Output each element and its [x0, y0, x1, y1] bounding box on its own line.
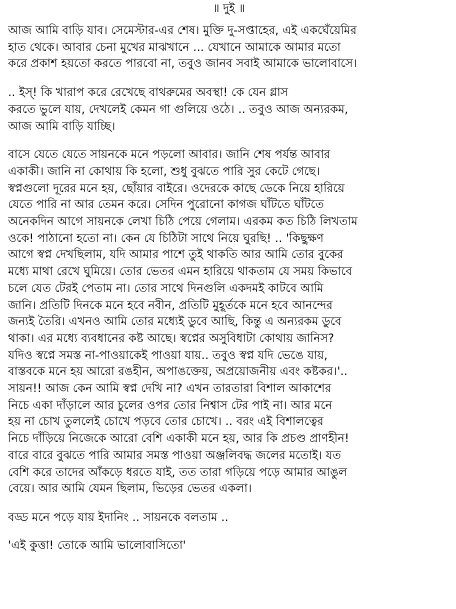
text-line: হাত থেকে। আবার চেনা মুখের মাঝখানে ... যেখানে আমাকে আমার মতো [8, 39, 341, 54]
text-line: যদিও স্বপ্নে সমস্ত না-পাওয়াকেই পাওয়া যায়.. তবুও স্বপ্ন যদি ভেঙে যায়, [8, 347, 328, 362]
text-line: সায়ন!! আজ কেন আমি স্বপ্ন দেখি না? এখন তারতারা বিশাল আকাশের [8, 381, 332, 396]
text-line: বেয়ে। আর আমি যেমন ছিলাম, ভিড়ের ভেতর একলা। [8, 481, 252, 496]
text-line: হয় না চোখ তুললেই চোখে পড়বে তোর চোখে। .. বরং এই বিশালত্বের [8, 414, 324, 429]
text-line: স্বপ্নগুলো দূরের মনে হয়, ছোঁয়ার বাইরে। ওদেরকে কাছে ডেকে নিয়ে হারিয়ে [8, 180, 345, 195]
text-line: বাসে যেতে যেতে সায়নকে মনে পড়লো আবার। জানি শেষ পর্যন্ত আবার [8, 147, 331, 162]
text-line: ওকে! পাঠানো হতো না। কেন যে চিঠিটা সাথে নিয়ে ঘুরছি! .. 'কিছুক্ষণ [8, 230, 324, 245]
text-line: একাকী। জানি না কোথায় কি হলো, শুধু বুঝতে পারি সুর কেটে গেছে। [8, 163, 320, 178]
text-line: আগে স্বপ্ন দেখছিলাম, যদি আমার পাশে তুই থাকতি আর আমি তোর বুকের [8, 247, 344, 262]
paragraph [8, 509, 450, 526]
text-line: 'এই কুত্তা! তোকে আমি ভালোবাসিতো' [8, 537, 186, 552]
text-line: আজ আমি বাড়ি যাব। সেমেস্টার-এর শেষ। মুক্তি দু-সপ্তাহের, এই একঘেঁয়েমির [8, 23, 357, 37]
text-line: নিচে একা দাঁড়ালে আর চুলের ওপর তোর নিশ্বাস টের পাই না। আর মনে [8, 397, 333, 412]
text-line: চলে যেত টেরই পেতাম না। তোর সাথে দিনগুলি একদমই কাটবে আমি [8, 280, 324, 295]
text-line: বেশি করে তাদের আঁকড়ে ধরতে যাই, তত তারা গড়িয়ে পড়ে আমার আঙুল [8, 464, 348, 479]
text-line: করতে ভুলে যায়, দেখলেই কেমন গা গুলিয়ে ওঠে। .. তবুও আজ অন্যরকম, [8, 101, 349, 116]
document-body [8, 22, 450, 553]
text-line: করে প্রকাশ হয়তো করতে পারবো না, তবুও জানব সবাই আমাকে ভালোবাসে। [8, 56, 358, 71]
text-line: থাকা। এর মধ্যে ব্যবধানের কষ্ট আছে। স্বপ্নের অসুবিধাটা কোথায় জানিস? [8, 330, 335, 345]
paragraph [8, 146, 450, 497]
text-line: নিচে দাঁড়িয়ে নিজেকে আরো বেশি একাকী মনে হয়, আর কি প্রচণ্ড প্রাণহীন! [8, 431, 350, 446]
paragraph [8, 22, 450, 72]
text-line: আজ আমি বাড়ি যাচ্ছি। [8, 118, 116, 133]
text-line: অনেকদিন আগে সায়নকে লেখা চিঠি পেয়ে গেলাম। এরকম কত চিঠি লিখতাম [8, 214, 358, 229]
paragraph [8, 84, 450, 134]
chapter-heading: ॥ দুই ॥ [212, 1, 246, 15]
text-line: যেতে পারি না আর তেমন করে। সেদিন পুরোনো কাগজ ঘাঁটতে ঘাঁটতে [8, 197, 324, 212]
paragraph [8, 537, 450, 554]
text-line: বড্ড মনে পড়ে যায় ইদানিং .. সায়নকে বলতাম .. [8, 509, 229, 524]
text-line: জন্যই তৈরি। এখনও আমি তোর মধ্যেই ডুবে আছি, কিন্তু এ অন্যরকম ডুবে [8, 314, 342, 329]
text-line: জানি। প্রতিটি দিনকে মনে হবে নবীন, প্রতিটি মুহূর্তকে মনে হবে আনন্দের [8, 297, 333, 312]
text-line: .. ইস্! কি খারাপ করে রেখেছে বাথরুমের অবস্থা! কে যেন গ্লাস [8, 85, 289, 100]
text-line: বারে বারে বুঝতে পারি আমার সমস্ত পাওয়া অঞ্জলিবদ্ধ জলের মতোই। যত [8, 447, 342, 462]
text-line: বাস্তবকে মনে হয় আরো রঙহীন, অপাঙক্তেয়, অপ্রয়োজনীয় এবং কষ্টকর।'.. [8, 364, 348, 379]
text-line: মধ্যে মাথা রেখে ঘুমিয়ে। তোর ভেতর এমন হারিয়ে থাকতাম যে সময় কিভাবে [8, 264, 352, 279]
